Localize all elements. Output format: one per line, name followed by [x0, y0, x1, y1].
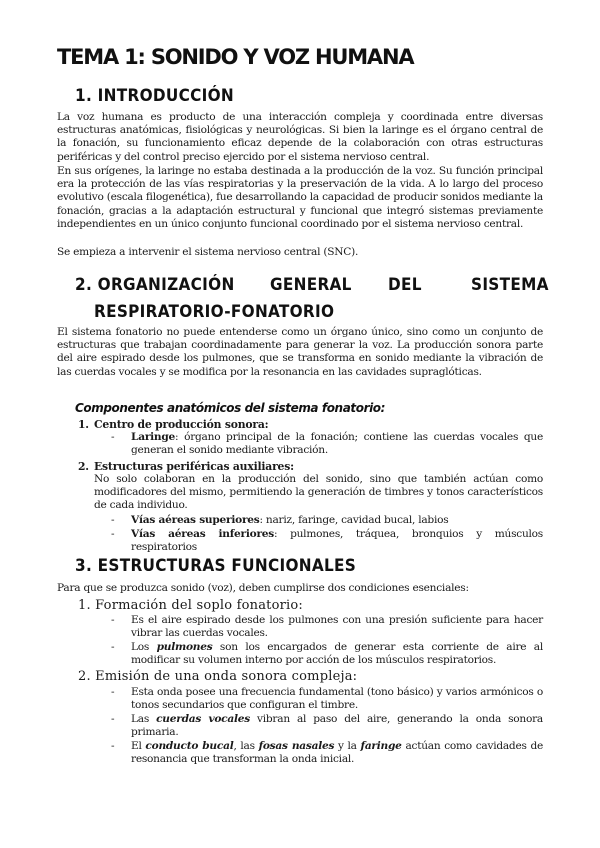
- section-2-heading-word-1: 2. ORGANIZACIÓN: [75, 275, 235, 295]
- bullet-text: : nariz, faringe, cavidad bucal, labios: [259, 514, 449, 526]
- document-title: TEMA 1: SONIDO Y VOZ HUMANA: [57, 45, 414, 69]
- bullet-term: Vías aéreas inferiores: [131, 528, 274, 540]
- section-2-paragraph: El sistema fonatorio no puede entenderse como un órgano único, sino como un conjunto de estructuras que trabajan coordinadamente para generar la voz. La producción sonora parte del aire espirado desde los pulmones, que se transforma en sonido mediante la vibración de las cuerdas vocales y se modifica por la resonancia en las cavidades supraglóticas.: [57, 326, 543, 378]
- dash-marker: -: [111, 713, 115, 725]
- functional-item-2-number: 2.: [78, 669, 91, 684]
- bullet-term: Laringe: [131, 431, 176, 443]
- component-2-bullet-1: [111, 514, 543, 527]
- component-item-2-label: Estructuras periféricas auxiliares:: [94, 460, 294, 473]
- section-2-heading-word-2: GENERAL: [270, 275, 352, 295]
- functional-item-2: [78, 669, 548, 684]
- component-item-2: [78, 460, 548, 473]
- dash-marker: -: [111, 614, 115, 626]
- functional-2-bullet-2: [111, 713, 543, 739]
- section-1-heading: 1. INTRODUCCIÓN: [75, 86, 235, 106]
- bullet-text: Es el aire espirado desde los pulmones con una presión suficiente para hacer vibrar las cuerdas vocales.: [131, 614, 543, 640]
- bullet-text-post: son los encargados de generar esta corriente de aire al modificar su volumen interno por acción de los músculos respiratorios.: [131, 641, 543, 667]
- dash-marker: -: [111, 431, 115, 443]
- emphasis-cuerdas-vocales: cuerdas vocales: [156, 713, 250, 725]
- dash-marker: -: [111, 528, 115, 540]
- bullet-text-pre: Los: [131, 641, 157, 653]
- functional-1-bullet-1: [111, 614, 543, 640]
- component-item-1: [78, 418, 548, 431]
- functional-item-1: [78, 598, 548, 613]
- dash-marker: -: [111, 740, 115, 752]
- functional-2-bullet-3: [111, 740, 544, 766]
- bullet-text-post: actúan como cavidades de resonancia que transforman la onda inicial.: [131, 740, 544, 766]
- component-1-bullet-1: [111, 431, 543, 457]
- section-3-heading: 3. ESTRUCTURAS FUNCIONALES: [75, 556, 357, 576]
- emphasis-pulmones: pulmones: [156, 641, 213, 653]
- components-subheading: Componentes anatómicos del sistema fonatorio:: [75, 401, 386, 415]
- section-2-heading-word-4: SISTEMA: [471, 275, 549, 295]
- bullet-text-post: vibran al paso del aire, generando la onda sonora primaria.: [131, 713, 543, 739]
- emphasis-conducto-bucal: conducto bucal: [145, 740, 234, 752]
- emphasis-fosas-nasales: fosas nasales: [258, 740, 335, 752]
- section-1-paragraph-1: La voz humana es producto de una interacción compleja y coordinada entre diversas estructuras anatómicas, fisiológicas y neurológicas. Si bien la laringe es el órgano central de la fonación, su funcionamiento eficaz depende de la colaboración con otras estructuras periféricas y del control preciso ejercido por el sistema nervioso central.: [57, 111, 543, 163]
- component-item-2-number: 2.: [78, 460, 89, 473]
- component-2-bullet-2: [111, 528, 543, 554]
- component-item-1-number: 1.: [78, 418, 89, 431]
- dash-marker: -: [111, 641, 115, 653]
- section-1-paragraph-2: En sus orígenes, la laringe no estaba destinada a la producción de la voz. Su función principal era la protección de las vías respiratorias y la preservación de la vida. A lo largo del proceso evolutivo (escala filogenética), fue desarrollando la capacidad de producir sonidos mediante la fonación, gracias a la adaptación estructural y funcional que integró sistemas previamente independientes en un único conjunto funcional coordinado por el sistema nervioso central.: [57, 165, 543, 230]
- section-3-intro: Para que se produzca sonido (voz), deben cumplirse dos condiciones esenciales:: [57, 582, 469, 594]
- bullet-text-pre: El: [131, 740, 146, 752]
- bullet-text: : órgano principal de la fonación; contiene las cuerdas vocales que generan el sonido mediante vibración.: [131, 431, 543, 457]
- functional-item-1-label: Formación del soplo fonatorio:: [95, 598, 303, 613]
- section-1-paragraph-3: Se empieza a intervenir el sistema nervioso central (SNC).: [57, 246, 359, 258]
- bullet-term: Vías aéreas superiores: [131, 514, 260, 526]
- bullet-text-pre: Las: [131, 713, 157, 725]
- component-item-1-label: Centro de producción sonora:: [94, 418, 269, 431]
- bullet-text-mid: y la: [334, 740, 361, 752]
- functional-item-2-label: Emisión de una onda sonora compleja:: [95, 669, 358, 684]
- emphasis-faringe: faringe: [360, 740, 402, 752]
- bullet-text-mid: , las: [233, 740, 259, 752]
- bullet-text: Esta onda posee una frecuencia fundamental (tono básico) y varios armónicos o tonos secundarios que configuran el timbre.: [131, 686, 543, 712]
- section-2-heading-line-2: RESPIRATORIO-FONATORIO: [94, 302, 335, 322]
- functional-1-bullet-2: [111, 641, 543, 667]
- functional-2-bullet-1: [111, 686, 543, 712]
- component-2-description: No solo colaboran en la producción del sonido, sino que también actúan como modificadores del mismo, permitiendo la generación de timbres y tonos característicos de cada individuo.: [94, 473, 543, 512]
- dash-marker: -: [111, 686, 115, 698]
- section-2-heading-word-3: DEL: [388, 275, 422, 295]
- functional-item-1-number: 1.: [78, 598, 91, 613]
- dash-marker: -: [111, 514, 115, 526]
- bullet-text: : pulmones, tráquea, bronquios y músculos respiratorios: [131, 528, 543, 554]
